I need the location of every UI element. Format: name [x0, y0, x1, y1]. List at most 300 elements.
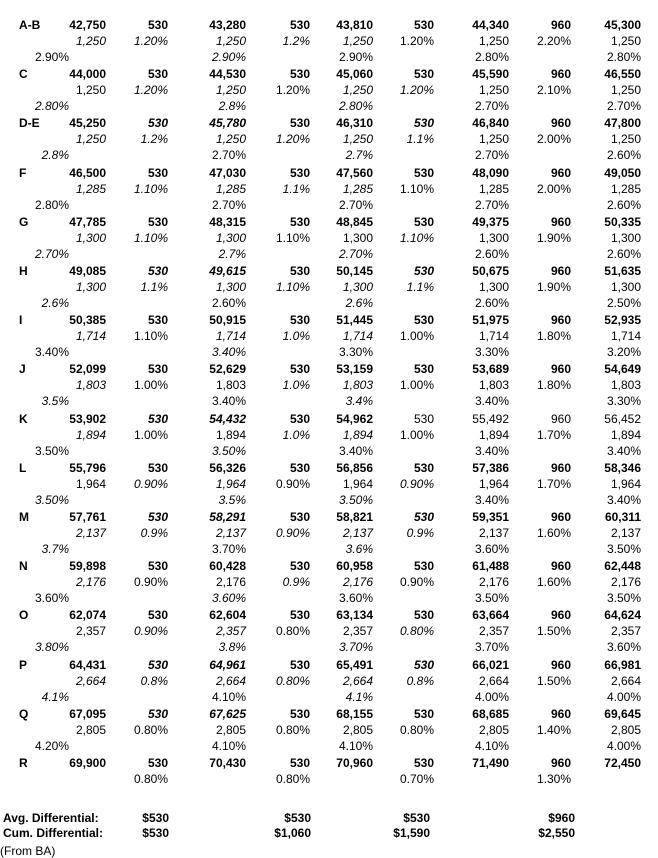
increment-cell: 1,300 [342, 280, 373, 294]
increase-pct-cell: 3.40% [606, 444, 641, 458]
increase-pct-cell: 3.40% [34, 345, 69, 359]
cum-differential-label: Cum. Differential: [3, 826, 104, 840]
increase-pct-cell: 3.60% [34, 591, 69, 605]
increase-pct-cell: 2.60% [606, 198, 641, 212]
salary-cell: 60,958 [336, 559, 373, 573]
increment-cell: 2,805 [75, 723, 106, 737]
increment-pct-cell: 0.80% [275, 723, 310, 737]
salary-cell: 55,492 [472, 412, 509, 426]
increment-pct-cell: 1.80% [536, 329, 571, 343]
increment-pct-cell: 1.70% [536, 428, 571, 442]
step-diff-cell: 530 [289, 707, 310, 721]
salary-cell: 46,550 [604, 67, 641, 81]
step-diff-cell: 960 [550, 559, 571, 573]
increment-cell: 2,176 [342, 575, 373, 589]
increment-pct-cell: 1.10% [275, 280, 310, 294]
increment-cell: 2,357 [342, 624, 373, 638]
step-diff-cell: 530 [147, 362, 168, 376]
increase-pct-cell: 2.70% [338, 198, 373, 212]
salary-cell: 44,000 [69, 67, 106, 81]
increase-pct-cell: 4.10% [474, 739, 509, 753]
increment-pct-cell: 1.00% [133, 428, 168, 442]
salary-cell: 69,900 [69, 756, 106, 770]
increment-cell: 1,714 [75, 329, 106, 343]
salary-cell: 50,675 [472, 264, 509, 278]
step-diff-cell: 530 [289, 412, 310, 426]
increment-cell: 2,805 [610, 723, 641, 737]
increase-pct-cell: 3.40% [606, 493, 641, 507]
increase-pct-cell: 2.6% [41, 296, 69, 310]
increment-cell: 1,250 [610, 34, 641, 48]
increment-cell: 1,300 [75, 280, 106, 294]
grade-label: H [19, 264, 28, 278]
grade-label: P [19, 658, 28, 672]
increase-pct-cell: 3.70% [474, 640, 509, 654]
step-diff-cell: 530 [147, 313, 168, 327]
salary-cell: 62,604 [209, 608, 246, 622]
grade-label: L [19, 461, 27, 475]
cum-differential-value: $530 [142, 826, 169, 840]
increase-pct-cell: 2.70% [211, 148, 246, 162]
salary-cell: 43,280 [209, 18, 246, 32]
step-diff-cell: 530 [147, 510, 168, 524]
increment-pct-cell: 1.2% [282, 34, 310, 48]
step-diff-cell: 960 [550, 510, 571, 524]
increase-pct-cell: 3.30% [338, 345, 373, 359]
step-diff-cell: 530 [413, 608, 434, 622]
increment-pct-cell: 1.10% [133, 329, 168, 343]
increase-pct-cell: 3.5% [41, 394, 69, 408]
cum-differential-value: $2,550 [538, 826, 575, 840]
salary-cell: 54,962 [336, 412, 373, 426]
increment-cell: 1,894 [478, 428, 509, 442]
grade-label: R [19, 756, 28, 770]
salary-cell: 68,155 [336, 707, 373, 721]
salary-cell: 43,810 [336, 18, 373, 32]
step-diff-cell: 530 [147, 264, 168, 278]
salary-cell: 46,500 [69, 166, 106, 180]
step-diff-cell: 530 [147, 608, 168, 622]
increase-pct-cell: 3.60% [338, 591, 373, 605]
increment-pct-cell: 2.10% [536, 83, 571, 97]
increase-pct-cell: 3.40% [211, 345, 246, 359]
increase-pct-cell: 4.00% [606, 690, 641, 704]
increment-cell: 1,300 [342, 231, 373, 245]
increase-pct-cell: 2.80% [34, 198, 69, 212]
increment-pct-cell: 0.90% [399, 477, 434, 491]
step-diff-cell: 960 [550, 264, 571, 278]
salary-cell: 54,432 [209, 412, 246, 426]
salary-cell: 59,351 [472, 510, 509, 524]
salary-cell: 70,960 [336, 756, 373, 770]
step-diff-cell: 530 [413, 166, 434, 180]
step-diff-cell: 960 [550, 756, 571, 770]
increment-pct-cell: 1.00% [399, 378, 434, 392]
increment-cell: 2,664 [342, 674, 373, 688]
increment-cell: 1,803 [75, 378, 106, 392]
increase-pct-cell: 3.60% [606, 640, 641, 654]
step-diff-cell: 530 [147, 461, 168, 475]
increment-cell: 1,250 [610, 83, 641, 97]
salary-cell: 62,074 [69, 608, 106, 622]
increment-pct-cell: 0.80% [275, 772, 310, 786]
salary-cell: 47,030 [209, 166, 246, 180]
increase-pct-cell: 2.60% [474, 247, 509, 261]
step-diff-cell: 530 [413, 412, 434, 426]
salary-cell: 58,346 [604, 461, 641, 475]
salary-cell: 52,629 [209, 362, 246, 376]
increment-cell: 2,137 [215, 526, 246, 540]
step-diff-cell: 530 [289, 116, 310, 130]
step-diff-cell: 530 [289, 510, 310, 524]
salary-cell: 64,624 [604, 608, 641, 622]
cum-differential-value: $1,590 [393, 826, 430, 840]
increment-pct-cell: 0.80% [275, 674, 310, 688]
increment-cell: 1,964 [342, 477, 373, 491]
step-diff-cell: 530 [413, 707, 434, 721]
salary-cell: 56,452 [604, 412, 641, 426]
increment-cell: 2,664 [478, 674, 509, 688]
increment-cell: 2,805 [215, 723, 246, 737]
increase-pct-cell: 2.50% [606, 296, 641, 310]
salary-cell: 58,291 [209, 510, 246, 524]
increment-pct-cell: 0.80% [399, 624, 434, 638]
increment-pct-cell: 1.10% [399, 231, 434, 245]
grade-label: C [19, 67, 28, 81]
salary-cell: 72,450 [604, 756, 641, 770]
salary-cell: 49,615 [209, 264, 246, 278]
grade-label: F [19, 166, 27, 180]
salary-cell: 44,340 [472, 18, 509, 32]
salary-cell: 45,060 [336, 67, 373, 81]
increase-pct-cell: 2.8% [41, 148, 69, 162]
increment-cell: 1,250 [478, 83, 509, 97]
increment-cell: 1,803 [610, 378, 641, 392]
salary-cell: 42,750 [69, 18, 106, 32]
salary-cell: 63,134 [336, 608, 373, 622]
salary-cell: 57,761 [69, 510, 106, 524]
salary-cell: 58,821 [336, 510, 373, 524]
increase-pct-cell: 2.7% [218, 247, 246, 261]
increment-cell: 1,300 [75, 231, 106, 245]
increment-pct-cell: 1.2% [140, 132, 168, 146]
increment-pct-cell: 1.20% [275, 132, 310, 146]
increment-cell: 1,285 [342, 182, 373, 196]
salary-cell: 63,664 [472, 608, 509, 622]
salary-cell: 53,902 [69, 412, 106, 426]
grade-label: D-E [19, 116, 40, 130]
salary-cell: 57,386 [472, 461, 509, 475]
step-diff-cell: 530 [289, 264, 310, 278]
step-diff-cell: 530 [289, 362, 310, 376]
step-diff-cell: 530 [413, 461, 434, 475]
salary-cell: 51,445 [336, 313, 373, 327]
increment-cell: 1,894 [75, 428, 106, 442]
grade-label: G [19, 215, 29, 229]
increase-pct-cell: 3.60% [211, 591, 246, 605]
increment-cell: 2,137 [342, 526, 373, 540]
increment-cell: 1,285 [610, 182, 641, 196]
increment-cell: 1,300 [610, 231, 641, 245]
avg-differential-value: $530 [284, 811, 311, 825]
increase-pct-cell: 3.6% [345, 542, 373, 556]
salary-cell: 53,159 [336, 362, 373, 376]
increment-cell: 1,250 [215, 83, 246, 97]
increment-pct-cell: 1.20% [399, 34, 434, 48]
increment-cell: 1,250 [215, 34, 246, 48]
increment-cell: 2,176 [75, 575, 106, 589]
increment-cell: 1,894 [342, 428, 373, 442]
increment-cell: 2,664 [610, 674, 641, 688]
increment-cell: 1,714 [478, 329, 509, 343]
salary-cell: 59,898 [69, 559, 106, 573]
step-diff-cell: 530 [289, 166, 310, 180]
footnote: (From BA) [0, 844, 56, 858]
increment-cell: 1,894 [215, 428, 246, 442]
increase-pct-cell: 2.70% [338, 247, 373, 261]
increment-cell: 1,250 [478, 132, 509, 146]
salary-cell: 56,326 [209, 461, 246, 475]
increment-pct-cell: 1.70% [536, 477, 571, 491]
salary-cell: 60,311 [604, 510, 641, 524]
increase-pct-cell: 4.20% [34, 739, 69, 753]
increment-pct-cell: 1.90% [536, 280, 571, 294]
increase-pct-cell: 3.50% [474, 591, 509, 605]
step-diff-cell: 530 [147, 559, 168, 573]
salary-cell: 49,375 [472, 215, 509, 229]
increment-cell: 1,964 [610, 477, 641, 491]
increment-pct-cell: 0.80% [133, 772, 168, 786]
increment-cell: 2,176 [478, 575, 509, 589]
increase-pct-cell: 3.40% [211, 394, 246, 408]
increment-pct-cell: 1.20% [399, 83, 434, 97]
increase-pct-cell: 3.50% [338, 493, 373, 507]
increment-pct-cell: 2.20% [536, 34, 571, 48]
increment-cell: 1,250 [342, 83, 373, 97]
increase-pct-cell: 2.70% [211, 198, 246, 212]
increment-pct-cell: 1.20% [133, 83, 168, 97]
increment-cell: 2,805 [342, 723, 373, 737]
increment-cell: 1,250 [478, 34, 509, 48]
increment-cell: 2,137 [478, 526, 509, 540]
step-diff-cell: 530 [289, 18, 310, 32]
increase-pct-cell: 3.20% [606, 345, 641, 359]
step-diff-cell: 530 [413, 313, 434, 327]
salary-cell: 48,090 [472, 166, 509, 180]
salary-cell: 50,145 [336, 264, 373, 278]
step-diff-cell: 960 [550, 215, 571, 229]
step-diff-cell: 960 [550, 461, 571, 475]
increment-cell: 2,664 [215, 674, 246, 688]
increment-cell: 1,250 [75, 83, 106, 97]
increment-pct-cell: 1.0% [282, 329, 310, 343]
grade-label: O [19, 608, 29, 622]
salary-cell: 54,649 [604, 362, 641, 376]
increase-pct-cell: 2.80% [606, 50, 641, 64]
step-diff-cell: 530 [289, 313, 310, 327]
increase-pct-cell: 3.50% [606, 591, 641, 605]
step-diff-cell: 960 [550, 18, 571, 32]
increment-pct-cell: 1.00% [133, 378, 168, 392]
salary-cell: 51,975 [472, 313, 509, 327]
increase-pct-cell: 3.50% [34, 444, 69, 458]
step-diff-cell: 530 [289, 658, 310, 672]
increment-pct-cell: 1.10% [275, 231, 310, 245]
increase-pct-cell: 2.60% [606, 148, 641, 162]
increment-cell: 1,250 [75, 34, 106, 48]
increase-pct-cell: 2.90% [34, 50, 69, 64]
salary-cell: 45,300 [604, 18, 641, 32]
increment-cell: 2,664 [75, 674, 106, 688]
salary-cell: 50,385 [69, 313, 106, 327]
salary-cell: 71,490 [472, 756, 509, 770]
step-diff-cell: 530 [147, 116, 168, 130]
increment-pct-cell: 0.70% [399, 772, 434, 786]
step-diff-cell: 530 [413, 18, 434, 32]
salary-cell: 50,915 [209, 313, 246, 327]
increment-pct-cell: 0.80% [133, 723, 168, 737]
increase-pct-cell: 2.60% [606, 247, 641, 261]
increment-cell: 1,964 [75, 477, 106, 491]
salary-cell: 61,488 [472, 559, 509, 573]
increment-pct-cell: 1.60% [536, 526, 571, 540]
increase-pct-cell: 3.80% [34, 640, 69, 654]
salary-cell: 68,685 [472, 707, 509, 721]
salary-cell: 66,981 [604, 658, 641, 672]
increase-pct-cell: 3.40% [474, 444, 509, 458]
increment-pct-cell: 1.0% [282, 428, 310, 442]
salary-cell: 49,050 [604, 166, 641, 180]
increment-pct-cell: 0.90% [133, 477, 168, 491]
increase-pct-cell: 3.7% [41, 542, 69, 556]
increase-pct-cell: 2.8% [218, 99, 246, 113]
increment-cell: 1,300 [215, 231, 246, 245]
salary-cell: 66,021 [472, 658, 509, 672]
step-diff-cell: 530 [147, 707, 168, 721]
increment-pct-cell: 1.40% [536, 723, 571, 737]
increment-pct-cell: 1.30% [536, 772, 571, 786]
increase-pct-cell: 2.70% [606, 99, 641, 113]
increment-cell: 1,803 [342, 378, 373, 392]
grade-label: J [19, 362, 26, 376]
step-diff-cell: 530 [147, 67, 168, 81]
increment-cell: 1,250 [610, 132, 641, 146]
increment-pct-cell: 0.90% [275, 526, 310, 540]
increase-pct-cell: 2.70% [474, 148, 509, 162]
increment-pct-cell: 1.1% [406, 280, 434, 294]
increment-pct-cell: 1.20% [133, 34, 168, 48]
increment-cell: 2,176 [610, 575, 641, 589]
increment-cell: 1,250 [342, 34, 373, 48]
grade-label: N [19, 559, 28, 573]
increase-pct-cell: 3.5% [218, 493, 246, 507]
increment-cell: 1,300 [610, 280, 641, 294]
increment-cell: 2,357 [215, 624, 246, 638]
salary-cell: 67,625 [209, 707, 246, 721]
increment-cell: 1,285 [478, 182, 509, 196]
increase-pct-cell: 4.00% [606, 739, 641, 753]
grade-label: I [19, 313, 23, 327]
increment-pct-cell: 1.80% [536, 378, 571, 392]
increment-pct-cell: 0.90% [275, 477, 310, 491]
increment-pct-cell: 1.60% [536, 575, 571, 589]
increase-pct-cell: 3.40% [474, 493, 509, 507]
increment-pct-cell: 1.10% [133, 182, 168, 196]
salary-cell: 64,431 [69, 658, 106, 672]
step-diff-cell: 960 [550, 658, 571, 672]
grade-label: A-B [19, 18, 41, 32]
increment-cell: 1,714 [610, 329, 641, 343]
increase-pct-cell: 2.80% [34, 99, 69, 113]
salary-cell: 65,491 [336, 658, 373, 672]
increment-pct-cell: 0.90% [399, 575, 434, 589]
step-diff-cell: 530 [289, 461, 310, 475]
increment-pct-cell: 2.00% [536, 182, 571, 196]
increase-pct-cell: 2.80% [474, 50, 509, 64]
increment-cell: 1,285 [75, 182, 106, 196]
increment-pct-cell: 1.1% [406, 132, 434, 146]
increment-cell: 2,357 [75, 624, 106, 638]
step-diff-cell: 530 [413, 658, 434, 672]
increment-cell: 1,250 [215, 132, 246, 146]
step-diff-cell: 530 [147, 756, 168, 770]
avg-differential-value: $530 [403, 811, 430, 825]
salary-cell: 52,099 [69, 362, 106, 376]
increment-cell: 1,894 [610, 428, 641, 442]
increment-cell: 2,805 [478, 723, 509, 737]
increase-pct-cell: 2.80% [338, 99, 373, 113]
increment-pct-cell: 1.00% [399, 329, 434, 343]
step-diff-cell: 530 [413, 362, 434, 376]
increase-pct-cell: 4.10% [211, 739, 246, 753]
increase-pct-cell: 4.10% [211, 690, 246, 704]
increase-pct-cell: 3.30% [606, 394, 641, 408]
salary-cell: 46,310 [336, 116, 373, 130]
step-diff-cell: 960 [550, 608, 571, 622]
increase-pct-cell: 3.4% [345, 394, 373, 408]
salary-cell: 70,430 [209, 756, 246, 770]
step-diff-cell: 530 [413, 116, 434, 130]
step-diff-cell: 530 [147, 166, 168, 180]
increment-cell: 1,964 [478, 477, 509, 491]
increment-cell: 2,357 [610, 624, 641, 638]
increment-pct-cell: 0.9% [140, 526, 168, 540]
step-diff-cell: 530 [289, 608, 310, 622]
salary-cell: 62,448 [604, 559, 641, 573]
step-diff-cell: 960 [550, 166, 571, 180]
increase-pct-cell: 3.30% [474, 345, 509, 359]
increment-pct-cell: 1.90% [536, 231, 571, 245]
salary-cell: 45,590 [472, 67, 509, 81]
step-diff-cell: 530 [147, 18, 168, 32]
increment-pct-cell: 1.50% [536, 624, 571, 638]
increase-pct-cell: 3.50% [211, 444, 246, 458]
grade-label: Q [19, 707, 29, 721]
step-diff-cell: 960 [550, 362, 571, 376]
salary-cell: 48,845 [336, 215, 373, 229]
increment-cell: 1,300 [478, 231, 509, 245]
increment-cell: 2,357 [478, 624, 509, 638]
step-diff-cell: 530 [413, 264, 434, 278]
step-diff-cell: 530 [413, 756, 434, 770]
cum-differential-value: $1,060 [274, 826, 311, 840]
increment-pct-cell: 1.10% [133, 231, 168, 245]
increase-pct-cell: 4.10% [338, 739, 373, 753]
salary-cell: 67,095 [69, 707, 106, 721]
increment-pct-cell: 1.0% [282, 378, 310, 392]
salary-cell: 53,689 [472, 362, 509, 376]
salary-cell: 49,085 [69, 264, 106, 278]
